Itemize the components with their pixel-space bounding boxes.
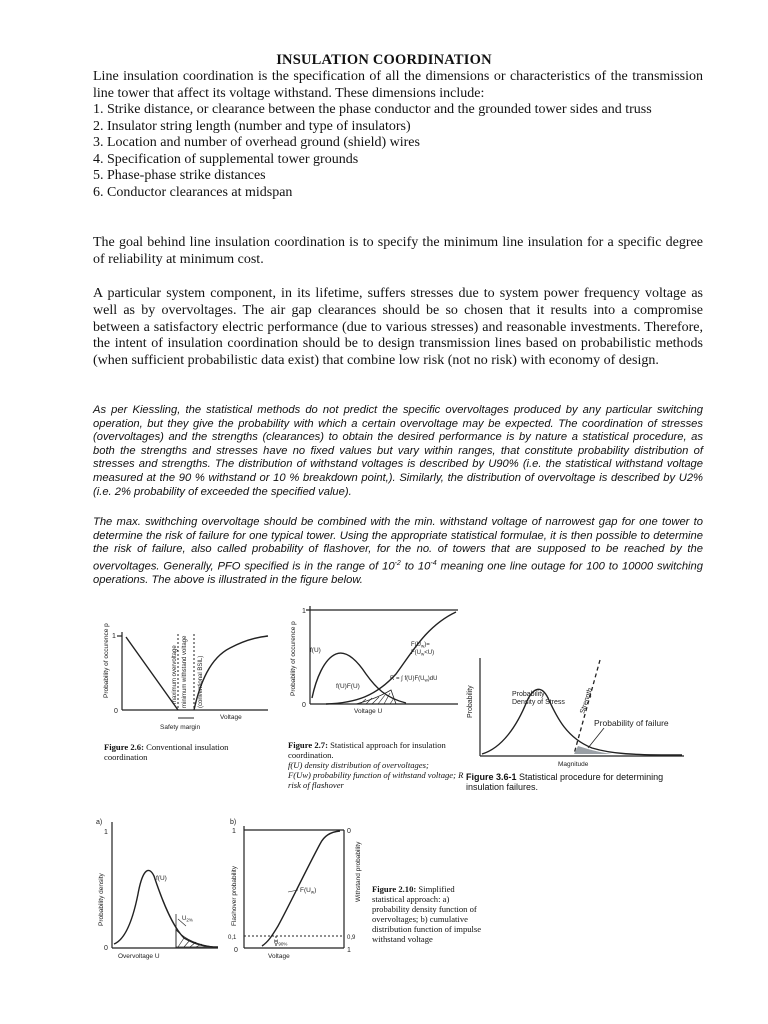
overvoltage-curve xyxy=(126,637,178,710)
exponent-1: -2 xyxy=(394,559,401,567)
voltage-axis-label: Voltage xyxy=(220,714,242,721)
fw-a: F(U xyxy=(411,642,421,648)
caption-label: Figure 2.7: xyxy=(288,740,328,750)
figure-2-6-caption xyxy=(104,742,274,762)
y-tick-1: 1 xyxy=(302,608,306,615)
y-tick-0: 0 xyxy=(302,702,306,709)
figure-2-6 xyxy=(100,623,280,740)
caption-text: Simplified statistical approach: a) probability density function of overvoltages; b) cumulative distribution function of impulse withstand voltage xyxy=(372,884,482,944)
right-tick-09: 0,9 xyxy=(347,935,356,941)
figure-3-6-1 xyxy=(462,656,690,778)
switching-paragraph xyxy=(93,516,703,588)
goal-paragraph: The goal behind line insulation coordination is to specify the minimum line insulation for a specific degree of reliability at minimum cost. xyxy=(93,235,703,267)
y-axis-label: Probability of occurence p xyxy=(290,621,297,696)
x-axis-label: Voltage xyxy=(268,953,290,960)
system-paragraph: A particular system component, in its lifetime, suffers stresses due to system power frequency voltage as well as by overvoltages. The air gap clearances should be so chosen that it results into a compromise between a satisfactory electric performance (due to various stresses) and reasonable investments. Therefore, the intent of insulation coordination should be to design transmission lines based on probabilistic methods (when sufficient probabilistic data exist) that combine low risk (not no risk) with economy of design. xyxy=(93,286,703,369)
withstand-label-1 xyxy=(411,642,430,649)
withstand-curve xyxy=(194,636,268,710)
right-tick-0: 0 xyxy=(347,828,351,835)
risk-c: )dU xyxy=(427,676,438,682)
y-axis-label: Probability density xyxy=(98,873,105,926)
fuw-b: w xyxy=(310,889,315,895)
risk-b: w xyxy=(424,677,428,683)
switching-text-3: meaning one line outage for 100 to 10000 switching operations. The above is illustrated in the figure below. xyxy=(93,560,703,587)
right-axis-label: Withstand probability xyxy=(355,841,362,902)
y-tick-01: 0,1 xyxy=(228,935,237,941)
y-tick-1: 1 xyxy=(232,828,236,835)
exponent-2: -4 xyxy=(430,559,437,567)
density-label-2: Density of Stress xyxy=(512,699,565,706)
safety-margin-label: Safety margin xyxy=(160,724,201,731)
y-tick-1: 1 xyxy=(104,829,108,836)
fuw-c: ) xyxy=(314,887,317,894)
x-axis-label: Overvoltage U xyxy=(118,953,160,960)
strength-label: Strength xyxy=(579,687,595,715)
figure-2-7-caption xyxy=(288,740,464,790)
right-tick-1: 1 xyxy=(347,947,351,954)
figure-2-10-a xyxy=(94,814,224,964)
fw-c: )= xyxy=(424,642,430,648)
fw-f: <U) xyxy=(424,650,435,656)
u2-b: 2% xyxy=(186,917,193,923)
list-item: 4. Specification of supplemental tower grounds xyxy=(93,151,359,167)
y-axis-label: Probability of occurence p xyxy=(103,623,110,698)
figure-3-6-1-caption xyxy=(466,772,696,792)
x-axis-label: Magnitude xyxy=(558,761,589,768)
tail-area xyxy=(176,930,214,947)
fw-b: w xyxy=(421,643,425,649)
u90-a: U xyxy=(274,940,279,946)
fw-d: F(U xyxy=(411,650,421,656)
product-label: f(U)F(U) xyxy=(336,683,360,690)
panel-label: b) xyxy=(230,819,237,826)
figure-2-10-caption xyxy=(372,884,482,944)
caption-text: Conventional insulation coordination xyxy=(104,742,229,762)
min-withstand-label: minimum withstand voltage xyxy=(182,635,188,708)
failure-area xyxy=(574,746,612,754)
kiessling-paragraph: As per Kiessling, the statistical methods do not predict the specific overvoltages produced by any particular switching operation, but they give the probability with which a certain overvoltage may be expected. The coordination of stresses (overvoltages) and the strengths (clearances) to obtain the desired performance is by nature a statistical procedure, as both the strengths and stresses have no fixed values but vary within ranges, that constitute probability distribution of stresses and strengths. The distribution of withstand voltages is described by U90% (i.e. the statistical withstand voltage measured at the 90 % withstand or 10 % breakdown point,). Similarly, the distribution of overvoltage is described by U2% (i.e. 2% probability of exceeded the specified value). xyxy=(93,404,703,498)
y-axis-label: Probability xyxy=(467,685,474,718)
withstand-label-2 xyxy=(411,650,434,657)
switching-text-1: The max. swithching overvoltage should be combined with the min. withstand voltage of narrowest gap for one tower to determine the risk of failure for one typical tower. Using the appropriate statistical formulae, it is then possible to determine the risk of failure, also called probability of flashover, for the no. of towers that are supposed to be reached by the overvoltages. Generally, PFO specified is in the range of 10 xyxy=(93,516,703,573)
voltage-axis-label: Voltage U xyxy=(354,708,383,715)
y-tick-1: 1 xyxy=(112,633,116,640)
y-tick-0: 0 xyxy=(234,947,238,954)
dimensions-list xyxy=(93,102,708,202)
figure-2-10-b xyxy=(228,814,368,964)
figure-2-7 xyxy=(286,604,464,738)
risk-formula xyxy=(390,675,437,683)
density-label: f(U) xyxy=(156,875,167,882)
u2-label xyxy=(182,916,193,923)
y-axis-label: Flashover probability xyxy=(231,866,238,926)
panel-label: a) xyxy=(96,819,103,826)
fw-e: w xyxy=(421,651,425,657)
intro-paragraph: Line insulation coordination is the specification of all the dimensions or characteristics of the transmission line tower that affect its voltage withstand. These dimensions include: xyxy=(93,69,703,101)
caption-text: Statistical procedure for determining insulation failures. xyxy=(466,772,664,792)
caption-line-2: f(U) density distribution of overvoltages; xyxy=(288,760,429,770)
u2-a: U xyxy=(182,916,187,922)
density-label-1: Probability xyxy=(512,691,545,698)
y-tick-0: 0 xyxy=(114,708,118,715)
list-item: 2. Insulator string length (number and type of insulators) xyxy=(93,118,411,134)
fuw-label xyxy=(300,887,316,895)
risk-a: R = ∫ f(U)F(U xyxy=(390,676,425,682)
caption-label: Figure 3.6-1 xyxy=(466,772,517,782)
list-item: 5. Phase-phase strike distances xyxy=(93,168,266,184)
caption-label: Figure 2.6: xyxy=(104,742,144,752)
list-item: 1. Strike distance, or clearance between the phase conductor and the grounded tower sides and truss xyxy=(93,102,652,117)
bsil-label: (conventional BSIL) xyxy=(198,655,204,708)
page-title: INSULATION COORDINATION xyxy=(276,52,492,68)
list-item: 6. Conductor clearances at midspan xyxy=(93,184,293,200)
density-label: f(U) xyxy=(310,647,321,654)
switching-text-2: to 10 xyxy=(400,560,431,573)
failure-label: Probability of failure xyxy=(594,718,669,728)
fuw-a: F(U xyxy=(300,887,311,894)
u90-b: 90% xyxy=(278,941,288,947)
list-item: 3. Location and number of overhead ground (shield) wires xyxy=(93,135,420,151)
u90-label xyxy=(274,940,287,947)
y-tick-0: 0 xyxy=(104,945,108,952)
caption-label: Figure 2.10: xyxy=(372,884,417,894)
max-overvoltage-label: maximum overvoltage xyxy=(172,645,178,704)
caption-text: Statistical approach for insulation coordination. xyxy=(288,740,446,760)
caption-line-3: F(Uw) probability function of withstand voltage; R risk of flashover xyxy=(288,770,464,790)
